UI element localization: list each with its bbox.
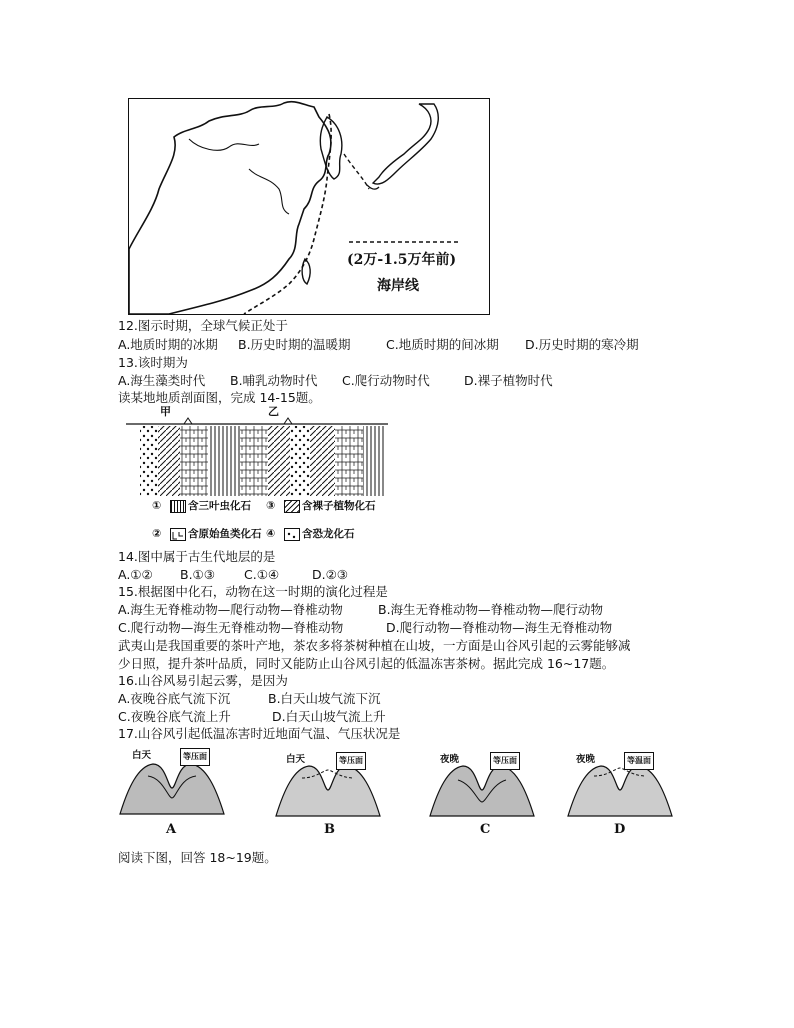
layer-dino-right [290,426,310,496]
intro-14-15: 读某地地质剖面图，完成 14-15题。 [118,390,321,405]
layer-fish-left [180,426,208,496]
japan-outline [373,104,438,184]
layer-gymno-left [158,426,180,496]
q17-figure-c [428,750,536,840]
q16-stem: 16.山谷风易引起云雾，是因为 [118,673,288,688]
q17-figure-a [118,748,226,838]
layer-gymno-right [268,426,290,496]
ancient-coastline-2 [344,154,369,189]
intro-16-17-line1: 武夷山是我国重要的茶叶产地，茶农多将茶树种植在山坡，一方面是山谷风引起的云雾能够减 [118,638,631,653]
legend-1-num: ① [152,499,162,512]
q14-option-c: C.①④ [244,567,280,582]
mountain-valley-shape [430,766,534,816]
q14-stem: 14.图中属于古生代地层的是 [118,549,276,564]
q17-stem: 17.山谷风引起低温冻害时近地面气温、气压状况是 [118,726,401,741]
q12-option-d: D.历史时期的寒冷期 [525,337,639,352]
q13-option-b: B.哺乳动物时代 [230,373,318,388]
layer-fish-far [335,426,363,496]
layer-fish-right [240,426,268,496]
q17-a-letter: A [166,822,177,837]
layer-dino-left [140,426,158,496]
q17-d-tag: 等温面 [624,752,654,770]
mountain-valley-shape [276,766,380,816]
marker-yi-icon [284,418,292,424]
q16-option-d: D.白天山坡气流上升 [272,709,386,724]
q14-option-d: D.②③ [312,567,349,582]
q13-stem: 13.该时期为 [118,355,188,370]
legend-2-text: 含原始鱼类化石 [188,528,262,540]
q15-option-a: A.海生无脊椎动物—爬行动物—脊椎动物 [118,602,343,617]
q13-option-d: D.裸子植物时代 [464,373,553,388]
q17-a-time: 白天 [132,750,152,761]
q12-stem: 12.图示时期，全球气候正处于 [118,318,288,333]
map-period-label: (2万-1.5万年前) [347,252,457,268]
q17-figure-d [566,750,674,840]
label-yi: 乙 [268,405,279,418]
intro-16-17-line2: 少日照，提升茶叶品质，同时又能防止山谷风引起的低温冻害茶树。据此完成 16~17题。 [118,656,615,671]
legend-1-text: 含三叶虫化石 [188,500,251,512]
q17-c-letter: C [480,822,491,837]
layer-trilobite-center [208,426,240,496]
taiwan-outline [302,259,310,284]
q13-option-c: C.爬行动物时代 [342,373,430,388]
legend-trilobite-swatch [170,500,186,513]
q14-option-a: A.①② [118,567,153,582]
mountain-valley-shape [568,766,672,816]
q12-option-c: C.地质时期的间冰期 [386,337,499,352]
ancient-coastline [244,114,331,314]
geologic-section-drawing [118,406,398,506]
q16-option-c: C.夜晚谷底气流上升 [118,709,231,724]
label-jia: 甲 [160,405,171,418]
q17-b-letter: B [324,822,335,837]
q17-d-letter: D [614,822,626,837]
q16-option-a: A.夜晚谷底气流下沉 [118,691,231,706]
legend-fish-swatch [170,528,186,541]
q17-a-tag: 等压面 [180,748,210,766]
legend-gymno-swatch [284,500,300,513]
inner-border [189,139,259,150]
map-drawing [129,99,489,314]
legend-4-text: 含恐龙化石 [302,528,355,540]
geologic-section-figure [118,406,398,546]
q15-option-c: C.爬行动物—海生无脊椎动物—脊椎动物 [118,620,344,635]
q12-option-b: B.历史时期的温暖期 [238,337,351,352]
q17-c-tag: 等压面 [490,752,520,770]
legend-3-num: ③ [266,499,276,512]
legend-3-text: 含裸子植物化石 [302,500,376,512]
q15-option-d: D.爬行动物—脊椎动物—海生无脊椎动物 [386,620,613,635]
layer-gymno-far [310,426,335,496]
map-coast-label: 海岸线 [377,278,419,294]
q17-b-tag: 等压面 [336,752,366,770]
q15-stem: 15.根据图中化石，动物在这一时期的演化过程是 [118,584,388,599]
q17-d-time: 夜晚 [576,754,596,765]
legend-2-num: ② [152,527,162,540]
mainland-outline [129,102,331,314]
q17-figure-b [274,750,382,840]
legend-dino-swatch [284,528,300,541]
q14-option-b: B.①③ [180,567,215,582]
east-asia-coastline-map [128,98,490,315]
mountain-valley-shape [120,764,224,814]
q13-option-a: A.海生藻类时代 [118,373,206,388]
q16-option-b: B.白天山坡气流下沉 [268,691,381,706]
layer-trilobite-far [363,426,385,496]
q15-option-b: B.海生无脊椎动物—脊椎动物—爬行动物 [378,602,604,617]
q17-c-time: 夜晚 [440,754,460,765]
q12-option-a: A.地质时期的冰期 [118,337,218,352]
q17-b-time: 白天 [286,754,306,765]
marker-jia-icon [184,418,192,424]
legend-4-num: ④ [266,527,276,540]
inner-border-2 [249,169,289,214]
intro-18-19: 阅读下图，回答 18~19题。 [118,850,277,865]
